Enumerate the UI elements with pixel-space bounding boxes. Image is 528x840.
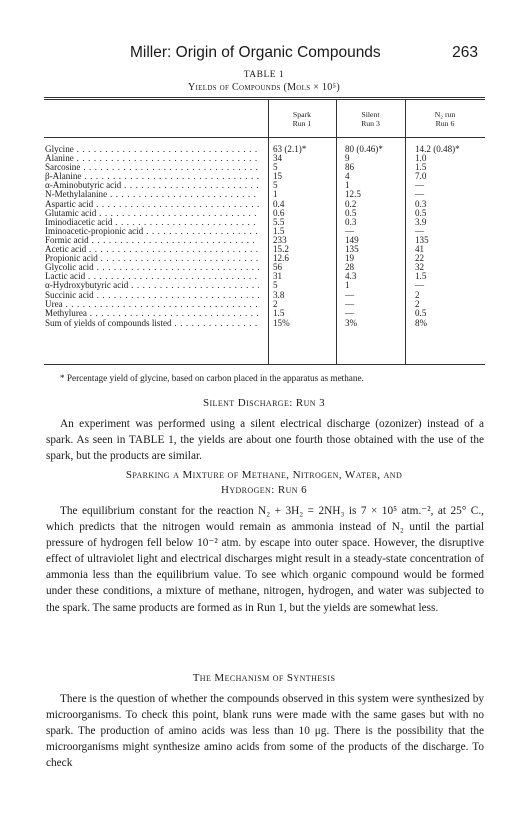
table-row <box>45 309 490 318</box>
spark-value: 1.5 <box>273 307 285 318</box>
n2-value: 2 <box>415 289 420 300</box>
column-header-spark <box>268 110 336 128</box>
column-header-silent <box>336 110 405 128</box>
compound-name: Sum of yields of compounds listed . . . <box>45 318 259 329</box>
silent-value: — <box>345 225 355 236</box>
compound-name: Iminodiacetic acid . . . <box>45 218 259 227</box>
spark-value: 5 <box>273 162 278 173</box>
silent-value: 4.3 <box>345 271 357 282</box>
n2-value: 0.3 <box>415 198 427 209</box>
n2-value: 14.2 (0.48)* <box>415 144 460 154</box>
paragraph-mechanism <box>46 691 484 771</box>
compound-name: Urea . . . <box>45 300 259 309</box>
n2-value: 8% <box>415 317 428 328</box>
n2-value: 1.0 <box>415 153 427 164</box>
n2-value: 135 <box>415 234 429 245</box>
n2-value: 22 <box>415 253 425 264</box>
n2-value: — <box>415 280 425 291</box>
table-bottom-rule <box>44 364 485 365</box>
compound-name: Aspartic acid . . . <box>45 200 259 209</box>
section-heading-silent: Silent Discharge: Run 3 <box>202 397 326 409</box>
silent-value: 12.5 <box>345 189 361 200</box>
silent-value: 0.5 <box>345 207 357 218</box>
column-header-line: Silent <box>361 110 380 119</box>
table-footnote: * Percentage yield of glycine, based on carbon placed in the apparatus as methane. <box>60 373 364 383</box>
compound-name: Propionic acid . . . <box>45 254 259 263</box>
compound-name: Lactic acid . . . <box>45 272 259 281</box>
spark-value: 15 <box>273 171 283 182</box>
paragraph-text: There is the question of whether the compounds observed in this system were synthesized by microorganisms. To check this point, blank runs were made with the same gases but with no spark. The production of amino acids was less than 10 μg. There is the possibility that the microorganisms might synthesize amino acids from some of the products of the discharge. To check <box>46 693 484 770</box>
spark-value: 31 <box>273 271 283 282</box>
compound-name: Succinic acid . . . <box>45 291 259 300</box>
compound-name: β-Alanine . . . <box>45 172 259 181</box>
column-header-n2 <box>405 110 485 128</box>
compound-name: N-Methylalanine . . . <box>45 190 259 199</box>
silent-value: 149 <box>345 234 359 245</box>
spark-value: 63 (2.1)* <box>273 144 307 154</box>
table-row <box>45 291 490 300</box>
silent-value: 0.2 <box>345 198 357 209</box>
page-number: 263 <box>452 44 478 61</box>
compound-name: Methylurea . . . <box>45 309 259 318</box>
spark-value: 3.8 <box>273 289 285 300</box>
silent-value: 1 <box>345 180 350 191</box>
section-heading-run6: Sparking a Mixture of Methane, Nitrogen, Water, and <box>125 469 403 481</box>
spark-value: 233 <box>273 234 287 245</box>
silent-value: 1 <box>345 280 350 291</box>
compound-name: Sarcosine . . . <box>45 163 259 172</box>
spark-value: 5 <box>273 180 278 191</box>
n2-value: 41 <box>415 244 425 255</box>
spark-value: 1 <box>273 189 278 200</box>
silent-value: 4 <box>345 171 350 182</box>
spark-value: 0.6 <box>273 207 285 218</box>
n2-value: 0.5 <box>415 307 427 318</box>
compound-name: Glutamic acid . . . <box>45 209 259 218</box>
column-header-line: Spark <box>292 110 312 119</box>
table-top-rule <box>44 97 485 98</box>
spark-value: 12.6 <box>273 253 289 264</box>
silent-value: 0.3 <box>345 216 357 227</box>
spark-value: 1.5 <box>273 225 285 236</box>
spark-value: 5 <box>273 280 278 291</box>
table-top-rule-2 <box>44 99 485 100</box>
silent-value: 19 <box>345 253 355 264</box>
silent-value: — <box>345 307 355 318</box>
compound-name: α-Hydroxybutyric acid . . . <box>45 281 259 290</box>
column-header-line: Run 3 <box>361 119 380 128</box>
compound-name: Iminoacetic-propionic acid . . . <box>45 227 259 236</box>
spark-value: 0.4 <box>273 198 285 209</box>
compound-name: Alanine . . . <box>45 154 259 163</box>
n2-value: 1.5 <box>415 271 427 282</box>
n2-value: — <box>415 225 425 236</box>
spark-value: 2 <box>273 298 278 309</box>
table-body <box>45 145 490 330</box>
compound-name: Glycine . . . <box>45 145 259 154</box>
table-row-sum <box>45 318 490 330</box>
paragraph-run6 <box>46 503 484 616</box>
spark-value: 15% <box>273 317 290 328</box>
silent-value: — <box>345 298 355 309</box>
table-number: TABLE 1 <box>243 70 285 80</box>
compound-name: α-Aminobutyric acid . . . <box>45 181 259 190</box>
n2-value: 0.5 <box>415 207 427 218</box>
paragraph-text: An experiment was performed using a silent electrical discharge (ozonizer) instead of a spark. As seen in TABLE 1, the yields are about one fourth those obtained with the use of the spark, but the products are similar. <box>46 418 484 463</box>
table-title: Yields of Compounds (Mols × 10⁵) <box>188 82 340 93</box>
n2-value: — <box>415 189 425 200</box>
column-header-line: Run 1 <box>292 119 312 128</box>
silent-value: — <box>345 289 355 300</box>
spark-value: 34 <box>273 153 283 164</box>
column-header-line: Run 6 <box>435 119 455 128</box>
compound-name: Acetic acid . . . <box>45 245 259 254</box>
n2-value: 3.9 <box>415 216 427 227</box>
compound-name: Glycolic acid . . . <box>45 263 259 272</box>
compound-name: Formic acid . . . <box>45 236 259 245</box>
silent-value: 3% <box>345 317 358 328</box>
table-header-rule <box>44 137 485 138</box>
section-heading-mechanism: The Mechanism of Synthesis <box>192 672 336 684</box>
paragraph-silent <box>46 416 484 464</box>
running-title: Miller: Origin of Organic Compounds <box>130 44 381 61</box>
spark-value: 5.5 <box>273 216 285 227</box>
silent-value: 86 <box>345 162 355 173</box>
n2-value: 1.5 <box>415 162 427 173</box>
silent-value: 135 <box>345 244 359 255</box>
n2-value: 7.0 <box>415 171 427 182</box>
column-header-line: N₂ run <box>434 110 456 119</box>
paragraph-text: The equilibrium constant for the reaction N₂ + 3H₂ = 2NH₃ is 7 × 10⁵ atm.⁻², at 25° C., which predicts that the nitrogen would remain as ammonia instead of N₂ until the partial pressure of hydrogen fell below 10⁻² atm. by escape into outer space. However, the disruptive effect of ultraviolet light and electrical discharges might result in a steady-state concentration of ammonia less than the equilibrium value. To see which organic compound would be formed under these conditions, a mixture of methane, nitrogen, hydrogen, and water was subjected to the spark. The same products are formed as in Run 1, but the yields are somewhat less. <box>46 505 484 614</box>
silent-value: 9 <box>345 153 350 164</box>
spark-value: 56 <box>273 262 283 273</box>
section-heading-run6-line2: Hydrogen: Run 6 <box>220 484 307 496</box>
silent-value: 28 <box>345 262 355 273</box>
n2-value: — <box>415 180 425 191</box>
spark-value: 15.2 <box>273 244 289 255</box>
table-row <box>45 281 490 290</box>
n2-value: 2 <box>415 298 420 309</box>
n2-value: 32 <box>415 262 425 273</box>
silent-value: 80 (0.46)* <box>345 144 383 154</box>
